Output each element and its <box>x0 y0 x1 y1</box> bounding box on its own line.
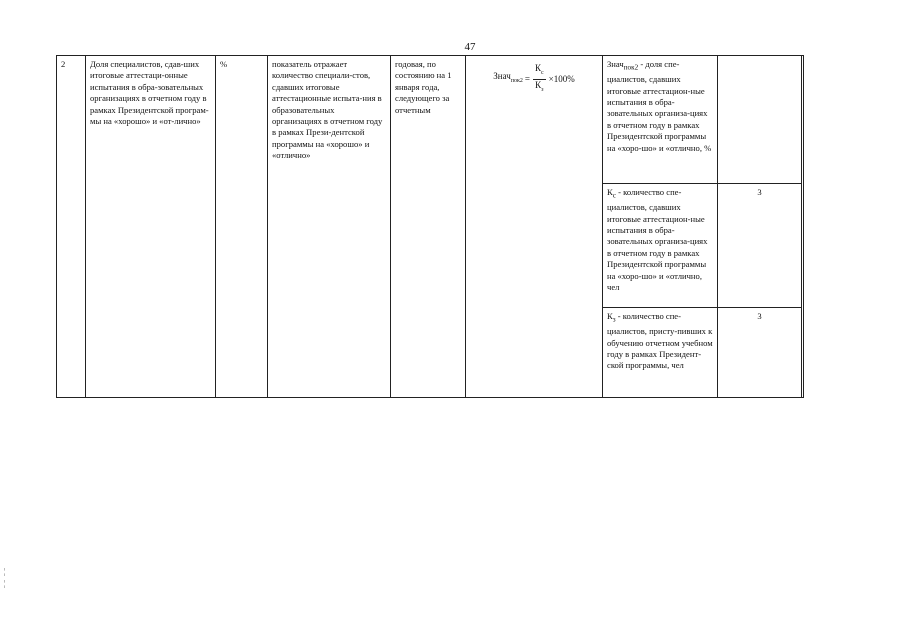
formula <box>470 59 598 96</box>
row-number-cell: 2 <box>57 56 86 398</box>
indicator-name-cell: Доля специалистов, сдав-ших итоговые аттестаци-онные испытания в обра-зовательных организациях в отчетном году в рамках Президентской програм-мы на «хорошо» и «от-лично» <box>86 56 216 398</box>
formula-fraction <box>533 63 546 96</box>
component-1-text: Знач$_{пок2}$ - доля спе-циалистов, сдавших итоговые аттестацион-ные испытания в обра-зовательных организа-циях в отчетном году в рамках Президентской программы на «хоро-шо» и «отлично, % <box>603 56 718 184</box>
period-cell: годовая, по состоянию на 1 января года, следующего за отчетным <box>391 56 466 398</box>
component-2-text: $К_с$ - количество спе-циалистов, сдавших итоговые аттестацион-ные испытания в обра-зовательных организа-циях в отчетном году в рамках Президентской программы на «хоро-шо» и «отлично, чел <box>603 184 718 308</box>
responsible-cell <box>802 56 804 398</box>
component-1-value <box>718 56 802 184</box>
unit-cell: % <box>216 56 268 398</box>
page-number: 47 <box>464 41 476 53</box>
indicator-table <box>56 55 804 398</box>
component-2-value: 3 <box>718 184 802 308</box>
formula-equals: = <box>524 73 530 84</box>
formula-numerator: $К_с$ <box>533 63 546 80</box>
margin-marks: ¦ ¦ <box>4 567 6 588</box>
description-cell: показатель отражает количество специали-стов, сдавших итоговые аттестационные испыта-ния в образовательных организациях в отчетном году в рамках Прези-дентской программы на «хорошо» и «отлично» <box>268 56 391 398</box>
formula-cell <box>466 56 603 398</box>
formula-lhs: Знач$_{пок2}$ <box>493 71 523 84</box>
formula-denominator: $К_з$ <box>535 79 544 93</box>
formula-suffix: ×100% <box>548 73 575 84</box>
component-3-text: $К_з$ - количество спе-циалистов, присту-пивших к обучению отчетном учебном году в рамках Президент-ской программы, чел <box>603 308 718 398</box>
component-3-value: 3 <box>718 308 802 398</box>
